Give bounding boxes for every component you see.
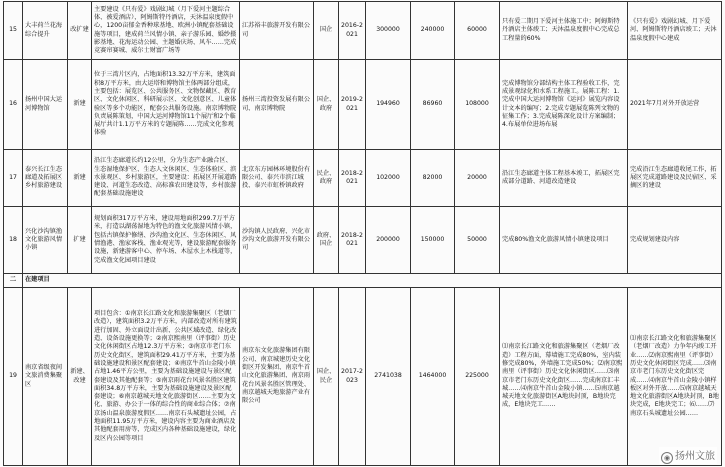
project-name: 大丰荷兰花海综合提升 — [23, 2, 68, 60]
row-number: 15 — [4, 2, 23, 60]
annual-goal: 2021年7月对外开放运营 — [628, 60, 722, 150]
construction-period: 2019-2021 — [339, 60, 366, 150]
section-title: 在建项目 — [23, 274, 722, 288]
annual-progress: 完成博物馆分部结构主体工程验收工作，完成景观绿化和水系工程施工。展陈工程：1.完成中国大运河博物馆《运河》展览内容设计文本的编写；2.完成专题展览陈列文物的征集工作；3.完成展陈深化设计方案编制；4.布展单位进场布展 — [500, 60, 628, 150]
section-row — [4, 274, 722, 288]
construction-content: 沿江生态廊道长约12公里，分为生态产业融合区、生态湿地保护区、生态人文休闲区、生态体验区、滨水景观区、乡村旅游区，主要建设：拓展区开展道路建设、河道生态改造、高标准农田建设等，乡村旅游配套基础设施建设 — [92, 150, 240, 207]
planned-investment: 20000 — [455, 150, 500, 207]
annual-goal: ⑴南京长江路文化和旅游集聚区（老烟厂改造）力争年内竣工开业……⑵南京熙南里（评事街）历史文化休闲街区完成……⑶南京市老门东历史文化街区完成……⑷南京牛首山金陵小镇样板区对外开放……⑸南京越城天地文化旅游街区A地块封顶，B地块完成，E地块完工；⑹……⑺南京石头城遗址公园…… — [628, 288, 722, 466]
table-row — [4, 288, 722, 466]
annual-progress: ⑴南京长江路文化和旅游集聚区（老烟厂改造）工程方面，幕墙施工完成80%，室内装修完成80%，外墙施工完成50%；⑵南京熙南里（评事街）历史文化休闲街区……⑶南京市老门东历史文化街区……完成南京汇丰城……⑷南京牛首山金陵小镇……⑸南京越城天地文化旅游街区A地块封顶，B地块完成，E地块完工…… — [500, 288, 628, 466]
prior-investment: 150000 — [411, 207, 455, 274]
row-number: 17 — [4, 150, 23, 207]
planned-investment: 225000 — [455, 288, 500, 466]
table-row — [4, 2, 722, 60]
construction-nature: 新建、改建 — [68, 288, 92, 466]
construction-content: 主要建设《只有爱》戏剧幻城（月下爱河主题综合体、被爱酒店），阿姆斯特丹酒店，天沐温泉度假中心，1200亩郁金香种球基地、欧洲小镇配套基础设施等项目，建成荷兰风情小镇、亲子游乐园、婚纱摄影基地、花海运动公园、主题婚庆场、风车……完成竞赛帘赛城、威尔士财富广场等 — [92, 2, 240, 60]
annual-progress: 沿江生态廊道主体工程基本竣工，拓展区完成部分道路、河道改造建设 — [500, 150, 628, 207]
row-number: 19 — [4, 288, 23, 466]
total-investment: 300000 — [366, 2, 411, 60]
construction-nature: 新建 — [68, 150, 92, 207]
project-owner: 扬州三湾投资发展有限公司、南京博物院 — [240, 60, 314, 150]
prior-investment: 82000 — [411, 150, 455, 207]
owner-type: 民企、政府 — [314, 150, 339, 207]
prior-investment: 240000 — [411, 2, 455, 60]
construction-content: 规划面积317万平方米，建设用地面积299.7万平方米，打造以湖荡湿地为特色的渔文化旅游风情小镇，包括古镇保护修缮、沙沟渔文化区、生态休闲区、风情渔港、渔家客栈、渔业观光等，建设旅游配套服务设施，新建游客中心、停车场、木屋水上木栈道等，完成渔文化园项目建设 — [92, 207, 240, 274]
annual-goal: 《只有爱》戏剧幻城、月下爱河、阿姆斯特丹酒店竣工；天沐温泉度假中心建成 — [628, 2, 722, 60]
project-owner: 南京东文化旅游集团有限公司、南京城建历史文化街区开发集团、南京牛首山文化旅游集团、南京雨花台风景名胜区管理处、南京越城天地旅游产业有限公司 — [240, 288, 314, 466]
project-table — [3, 1, 722, 466]
construction-period: 2018-2021 — [339, 150, 366, 207]
total-investment: 2741038 — [366, 288, 411, 466]
table-row — [4, 60, 722, 150]
construction-period: 2018-2021 — [339, 207, 366, 274]
row-number: 18 — [4, 207, 23, 274]
project-owner: 沙沟镇人民政府、兴化市沙沟文化旅游开发有限公司 — [240, 207, 314, 274]
project-name: 兴化沙沟镇渔文化旅游风情小镇 — [23, 207, 68, 274]
annual-goal: 完成沿江生态廊道收尾工作，拓展区完成道路建设及民宿区、采摘区的建设 — [628, 150, 722, 207]
project-name: 扬州中国大运河博物馆 — [23, 60, 68, 150]
owner-type: 国企、政府 — [314, 60, 339, 150]
construction-content: 位于三湾片区内，占地面积13.32万平方米，建筑面积8万平方米，由大运塔和博物馆主体两部分组成，主要包括：展览区、公共服务区、文物保藏区、教育区、文化休闲区、科研展示区、文化创意区、儿童体验区等多个功能区，配套公共服务设施。南京博物院负责展陈策划，中国大运河博物馆11个展厅和2个临展厅共计1.1万平方米的专题展陈……完成文化参观体验 — [92, 60, 240, 150]
project-name: 南京省级夜间文旅消费集聚区 — [23, 288, 68, 466]
owner-type: 国企 — [314, 2, 339, 60]
project-owner: 北京东方园林环境股份有限公司、泰兴市滨江城投、泰兴市虹桥镇政府 — [240, 150, 314, 207]
construction-nature: 改扩建 — [68, 2, 92, 60]
planned-investment: 60000 — [455, 2, 500, 60]
table-row — [4, 207, 722, 274]
prior-investment: 86960 — [411, 60, 455, 150]
watermark — [659, 447, 717, 464]
wechat-logo-icon: ◉ — [661, 452, 673, 464]
prior-investment: 1464000 — [411, 288, 455, 466]
owner-type: 国企、民企 — [314, 288, 339, 466]
section-number: 二 — [4, 274, 23, 288]
owner-type: 政府、国企 — [314, 207, 339, 274]
total-investment: 102000 — [366, 150, 411, 207]
planned-investment: 50000 — [455, 207, 500, 274]
annual-progress: 只有爱二期月下爱河主体施工中；阿姆斯特丹酒店主体竣工；天沐温泉度假中心完成总工程量的60% — [500, 2, 628, 60]
construction-nature: 新建 — [68, 60, 92, 150]
construction-period: 2016-2021 — [339, 2, 366, 60]
table-row — [4, 150, 722, 207]
construction-period: 2017-2023 — [339, 288, 366, 466]
annual-goal: 完成规划建设内容 — [628, 207, 722, 274]
annual-progress: 完成80%渔文化旅游风情小镇建设项目 — [500, 207, 628, 274]
watermark-text: 扬州文旅 — [675, 451, 715, 462]
project-owner: 江苏裕丰旅游开发有限公司 — [240, 2, 314, 60]
planned-investment: 108000 — [455, 60, 500, 150]
construction-content: 项目包含：①南京长江路文化和旅游集聚区（老烟厂改造），建筑面积3.2万平方米，内部改造对所有建筑进行加固、外立面设计出新、公共区域改造、绿化改造、设备设施更换等；②南京熙南里（评事街）历史文化休闲街区占地12.3万平方米；③南京市老门东历史文化街区，建筑面积29.41万平方米，主要为基础设施建设和景区配套建设；④南京牛首山金陵小镇占地1.46平方公里，主要为基础设施建设与景区配套建设及其他配套等；⑤南京雨花台风景名胜区建筑面积34.8万平方米，主要为基础设施建设及景区配套建设；⑥南京越城天地文化旅游街区……主要为文化、旅游、办公于一体的综合性的商业综合体；⑦南京汤山温泉旅游度假区……南京石头城遗址公园，占地面积11.95万平方米，建设内容主要为商业酒店及其他配套用房等，完成区内各种基础设施建设，绿化及区内公园等项目 — [92, 288, 240, 466]
total-investment: 194960 — [366, 60, 411, 150]
construction-nature: 扩建 — [68, 207, 92, 274]
project-name: 泰兴长江生态廊道及拓展区乡村旅游建设 — [23, 150, 68, 207]
row-number: 16 — [4, 60, 23, 150]
total-investment: 200000 — [366, 207, 411, 274]
